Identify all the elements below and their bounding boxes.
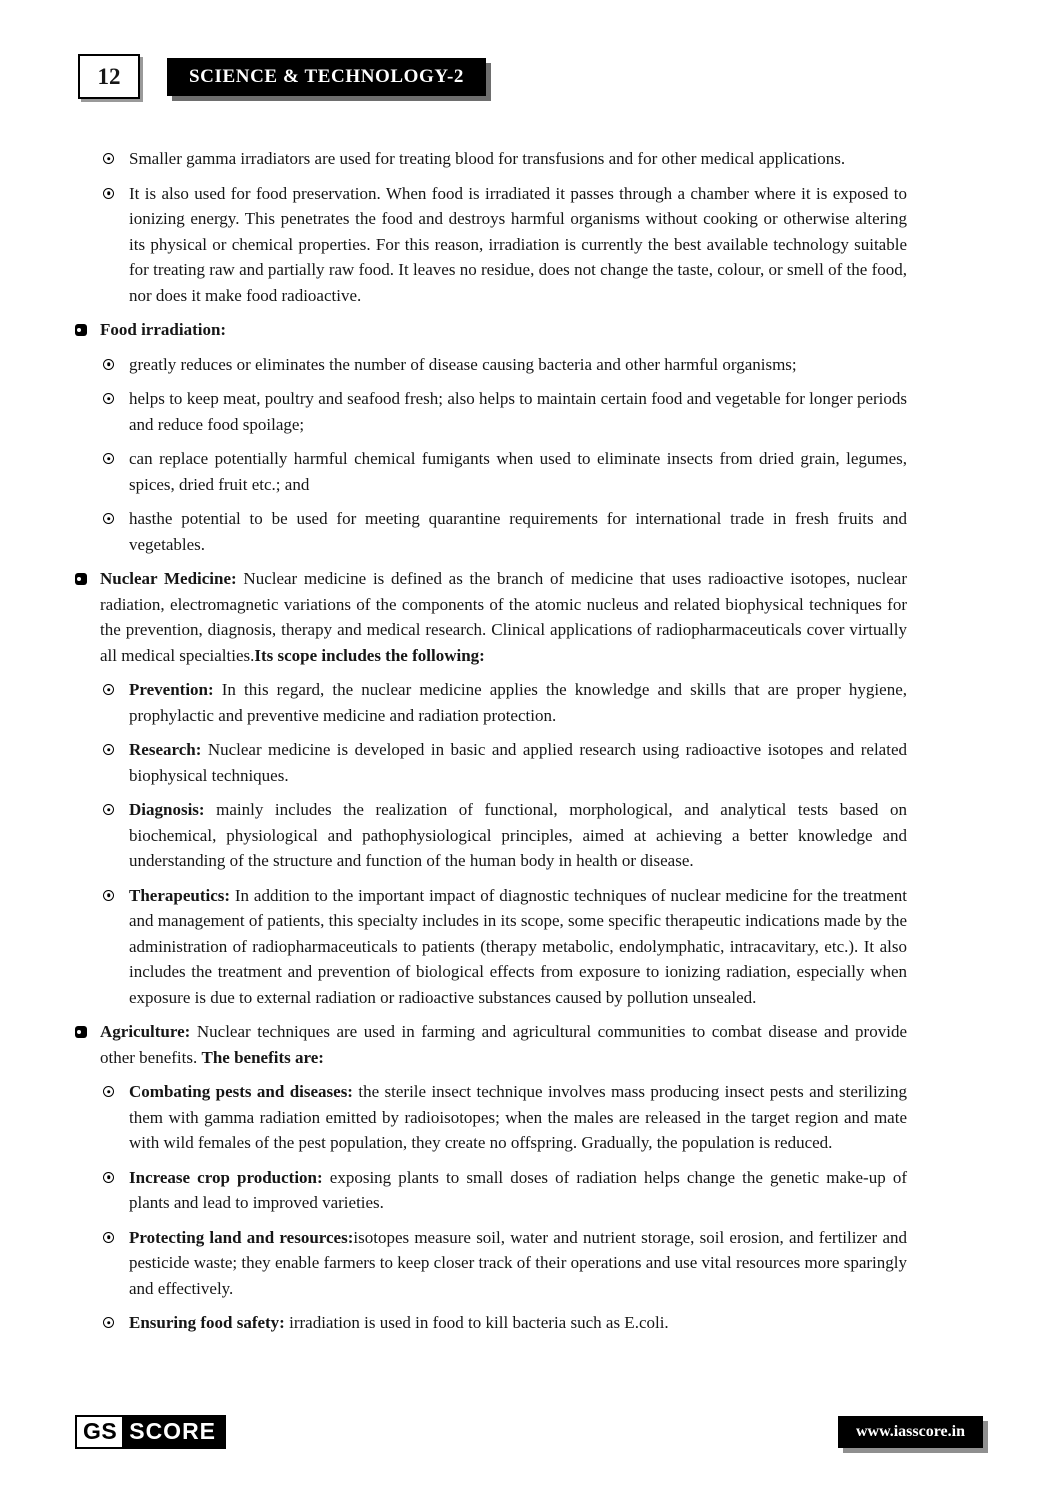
lead-bold: Therapeutics: bbox=[129, 885, 231, 905]
list-item bbox=[75, 677, 907, 728]
circled-dot-bullet-icon bbox=[103, 890, 114, 901]
page-header bbox=[78, 54, 486, 99]
list-item-text bbox=[100, 317, 907, 343]
list-item bbox=[75, 1079, 907, 1156]
list-item-text: Therapeutics: In addition to the important impact of diagnostic techniques of nuclear medicine for the treatment and management of patients, this specialty includes in its scope, some specific therapeutic indications made by the administration of radiopharmaceuticals to patients (therapy metabolic, endolymphatic, intracavitary, etc.). It also includes the treatment and prevention of biological effects from exposure to ionizing radiation, especially when exposure is due to external radiation or radioactive substances caused by pollution unsealed. bbox=[129, 885, 907, 1007]
list-item bbox=[75, 446, 907, 497]
list-item-text: Protecting land and resources:isotopes measure soil, water and nutrient storage, soil erosion, and fertilizer and pesticide waste; they enable farmers to keep closer track of their operations and use vital resources more sparingly and effectively. bbox=[129, 1227, 907, 1298]
square-bullet-icon bbox=[75, 1026, 87, 1038]
circled-dot-bullet-icon bbox=[103, 804, 114, 815]
list-item-heading bbox=[75, 566, 907, 668]
lead-bold: Prevention: bbox=[129, 680, 214, 699]
lead-bold: Diagnosis: bbox=[129, 800, 205, 819]
lead-bold: Food irradiation: bbox=[100, 320, 227, 339]
list-item-text: It is also used for food preservation. When food is irradiated it passes through a chamber where it is exposed to ionizing energy. This penetrates the food and destroys harmful organisms without cooking or otherwise altering its physical or chemical properties. For this reason, irradiation is currently the best available technology suitable for treating raw and partially raw food. It leaves no residue, does not change the taste, colour, or smell of the food, nor does it make food radioactive. bbox=[129, 183, 907, 305]
circled-dot-bullet-icon bbox=[103, 393, 114, 404]
lead-bold: Agriculture: bbox=[100, 1022, 191, 1041]
list-item-text: greatly reduces or eliminates the number of disease causing bacteria and other harmful organisms; bbox=[129, 354, 797, 374]
circled-dot-bullet-icon bbox=[103, 153, 114, 164]
list-item bbox=[75, 1225, 907, 1302]
circled-dot-bullet-icon bbox=[103, 1086, 114, 1097]
list-item-text: can replace potentially harmful chemical fumigants when used to eliminate insects from dried grain, legumes, spices, dried fruit etc.; and bbox=[129, 449, 907, 494]
list-item-text: Increase crop production: exposing plants to small doses of radiation helps change the genetic make-up of plants and lead to improved varieties. bbox=[129, 1167, 907, 1212]
logo-score-text: SCORE bbox=[122, 1417, 224, 1447]
lead-bold: Research: bbox=[129, 740, 202, 759]
list-item-text: hasthe potential to be used for meeting quarantine requirements for international trade in fresh fruits and vegetables. bbox=[129, 509, 907, 554]
list-item-text: Smaller gamma irradiators are used for treating blood for transfusions and for other medical applications. bbox=[129, 149, 846, 168]
list-item-text: Agriculture: Nuclear techniques are used in farming and agricultural communities to combat disease and provide other benefits. The benefits are: bbox=[100, 1022, 907, 1067]
lead-bold: Increase crop production: bbox=[129, 1167, 323, 1187]
list-item-heading bbox=[75, 317, 907, 343]
list-item bbox=[75, 352, 907, 378]
list-item-text: Ensuring food safety: irradiation is used in food to kill bacteria such as E.coli. bbox=[129, 1313, 669, 1332]
square-bullet-icon bbox=[75, 324, 87, 336]
circled-dot-bullet-icon bbox=[103, 1172, 114, 1183]
tail-bold: The benefits are: bbox=[201, 1047, 324, 1067]
list-item bbox=[75, 797, 907, 874]
gsscore-logo bbox=[75, 1415, 226, 1449]
website-box: www.iasscore.in bbox=[838, 1416, 983, 1448]
page-number: 12 bbox=[78, 54, 140, 99]
circled-dot-bullet-icon bbox=[103, 359, 114, 370]
list-item-text: Research: Nuclear medicine is developed in basic and applied research using radioactive isotopes and related biophysical techniques. bbox=[129, 740, 907, 785]
list-item bbox=[75, 737, 907, 788]
list-item bbox=[75, 506, 907, 557]
circled-dot-bullet-icon bbox=[103, 1317, 114, 1328]
list-item bbox=[75, 1165, 907, 1216]
section-title-banner: SCIENCE & TECHNOLOGY-2 bbox=[167, 58, 486, 96]
lead-bold: Ensuring food safety: bbox=[129, 1313, 285, 1332]
list-item bbox=[75, 1310, 907, 1336]
list-item-text: Diagnosis: mainly includes the realization of functional, morphological, and analytical tests based on biochemical, physiological and pathophysiological principles, aimed at achieving a better knowledge and understanding of the structure and function of the human body in health or disease. bbox=[129, 800, 907, 870]
square-bullet-icon bbox=[75, 573, 87, 585]
lead-bold: Combating pests and diseases: bbox=[129, 1082, 353, 1101]
circled-dot-bullet-icon bbox=[103, 744, 114, 755]
circled-dot-bullet-icon bbox=[103, 1232, 114, 1243]
list-item-text: Combating pests and diseases: the sterile insect technique involves mass producing insect pests and sterilizing them with gamma radiation emitted by radioisotopes; when the males are released in the target region and mate with wild females of the pest population, they create no offspring. Gradually, the population is reduced. bbox=[129, 1082, 908, 1152]
page-footer bbox=[75, 1415, 983, 1449]
list-item bbox=[75, 146, 907, 172]
list-item-text: Prevention: In this regard, the nuclear medicine applies the knowledge and skills that are proper hygiene, prophylactic and preventive medicine and radiation protection. bbox=[129, 680, 907, 725]
circled-dot-bullet-icon bbox=[103, 513, 114, 524]
list-item bbox=[75, 883, 907, 1011]
page-content bbox=[75, 146, 907, 1345]
list-item-heading bbox=[75, 1019, 907, 1070]
logo-gs-text: GS bbox=[77, 1417, 122, 1447]
list-item-text: Nuclear Medicine: Nuclear medicine is defined as the branch of medicine that uses radioactive isotopes, nuclear radiation, electromagnetic variations of the components of the atomic nucleus and related biophysical techniques for the prevention, diagnosis, therapy and medical research. Clinical applications of radiopharmaceuticals cover virtually all medical specialties.Its scope includes the following: bbox=[100, 569, 908, 665]
list-item-text: helps to keep meat, poultry and seafood fresh; also helps to maintain certain food and vegetable for longer periods and reduce food spoilage; bbox=[129, 389, 907, 434]
circled-dot-bullet-icon bbox=[103, 453, 114, 464]
tail-bold: Its scope includes the following: bbox=[254, 645, 485, 665]
circled-dot-bullet-icon bbox=[103, 188, 114, 199]
lead-bold: Nuclear Medicine: bbox=[100, 569, 237, 588]
list-item bbox=[75, 181, 907, 309]
lead-bold: Protecting land and resources: bbox=[129, 1227, 354, 1247]
circled-dot-bullet-icon bbox=[103, 684, 114, 695]
list-item bbox=[75, 386, 907, 437]
